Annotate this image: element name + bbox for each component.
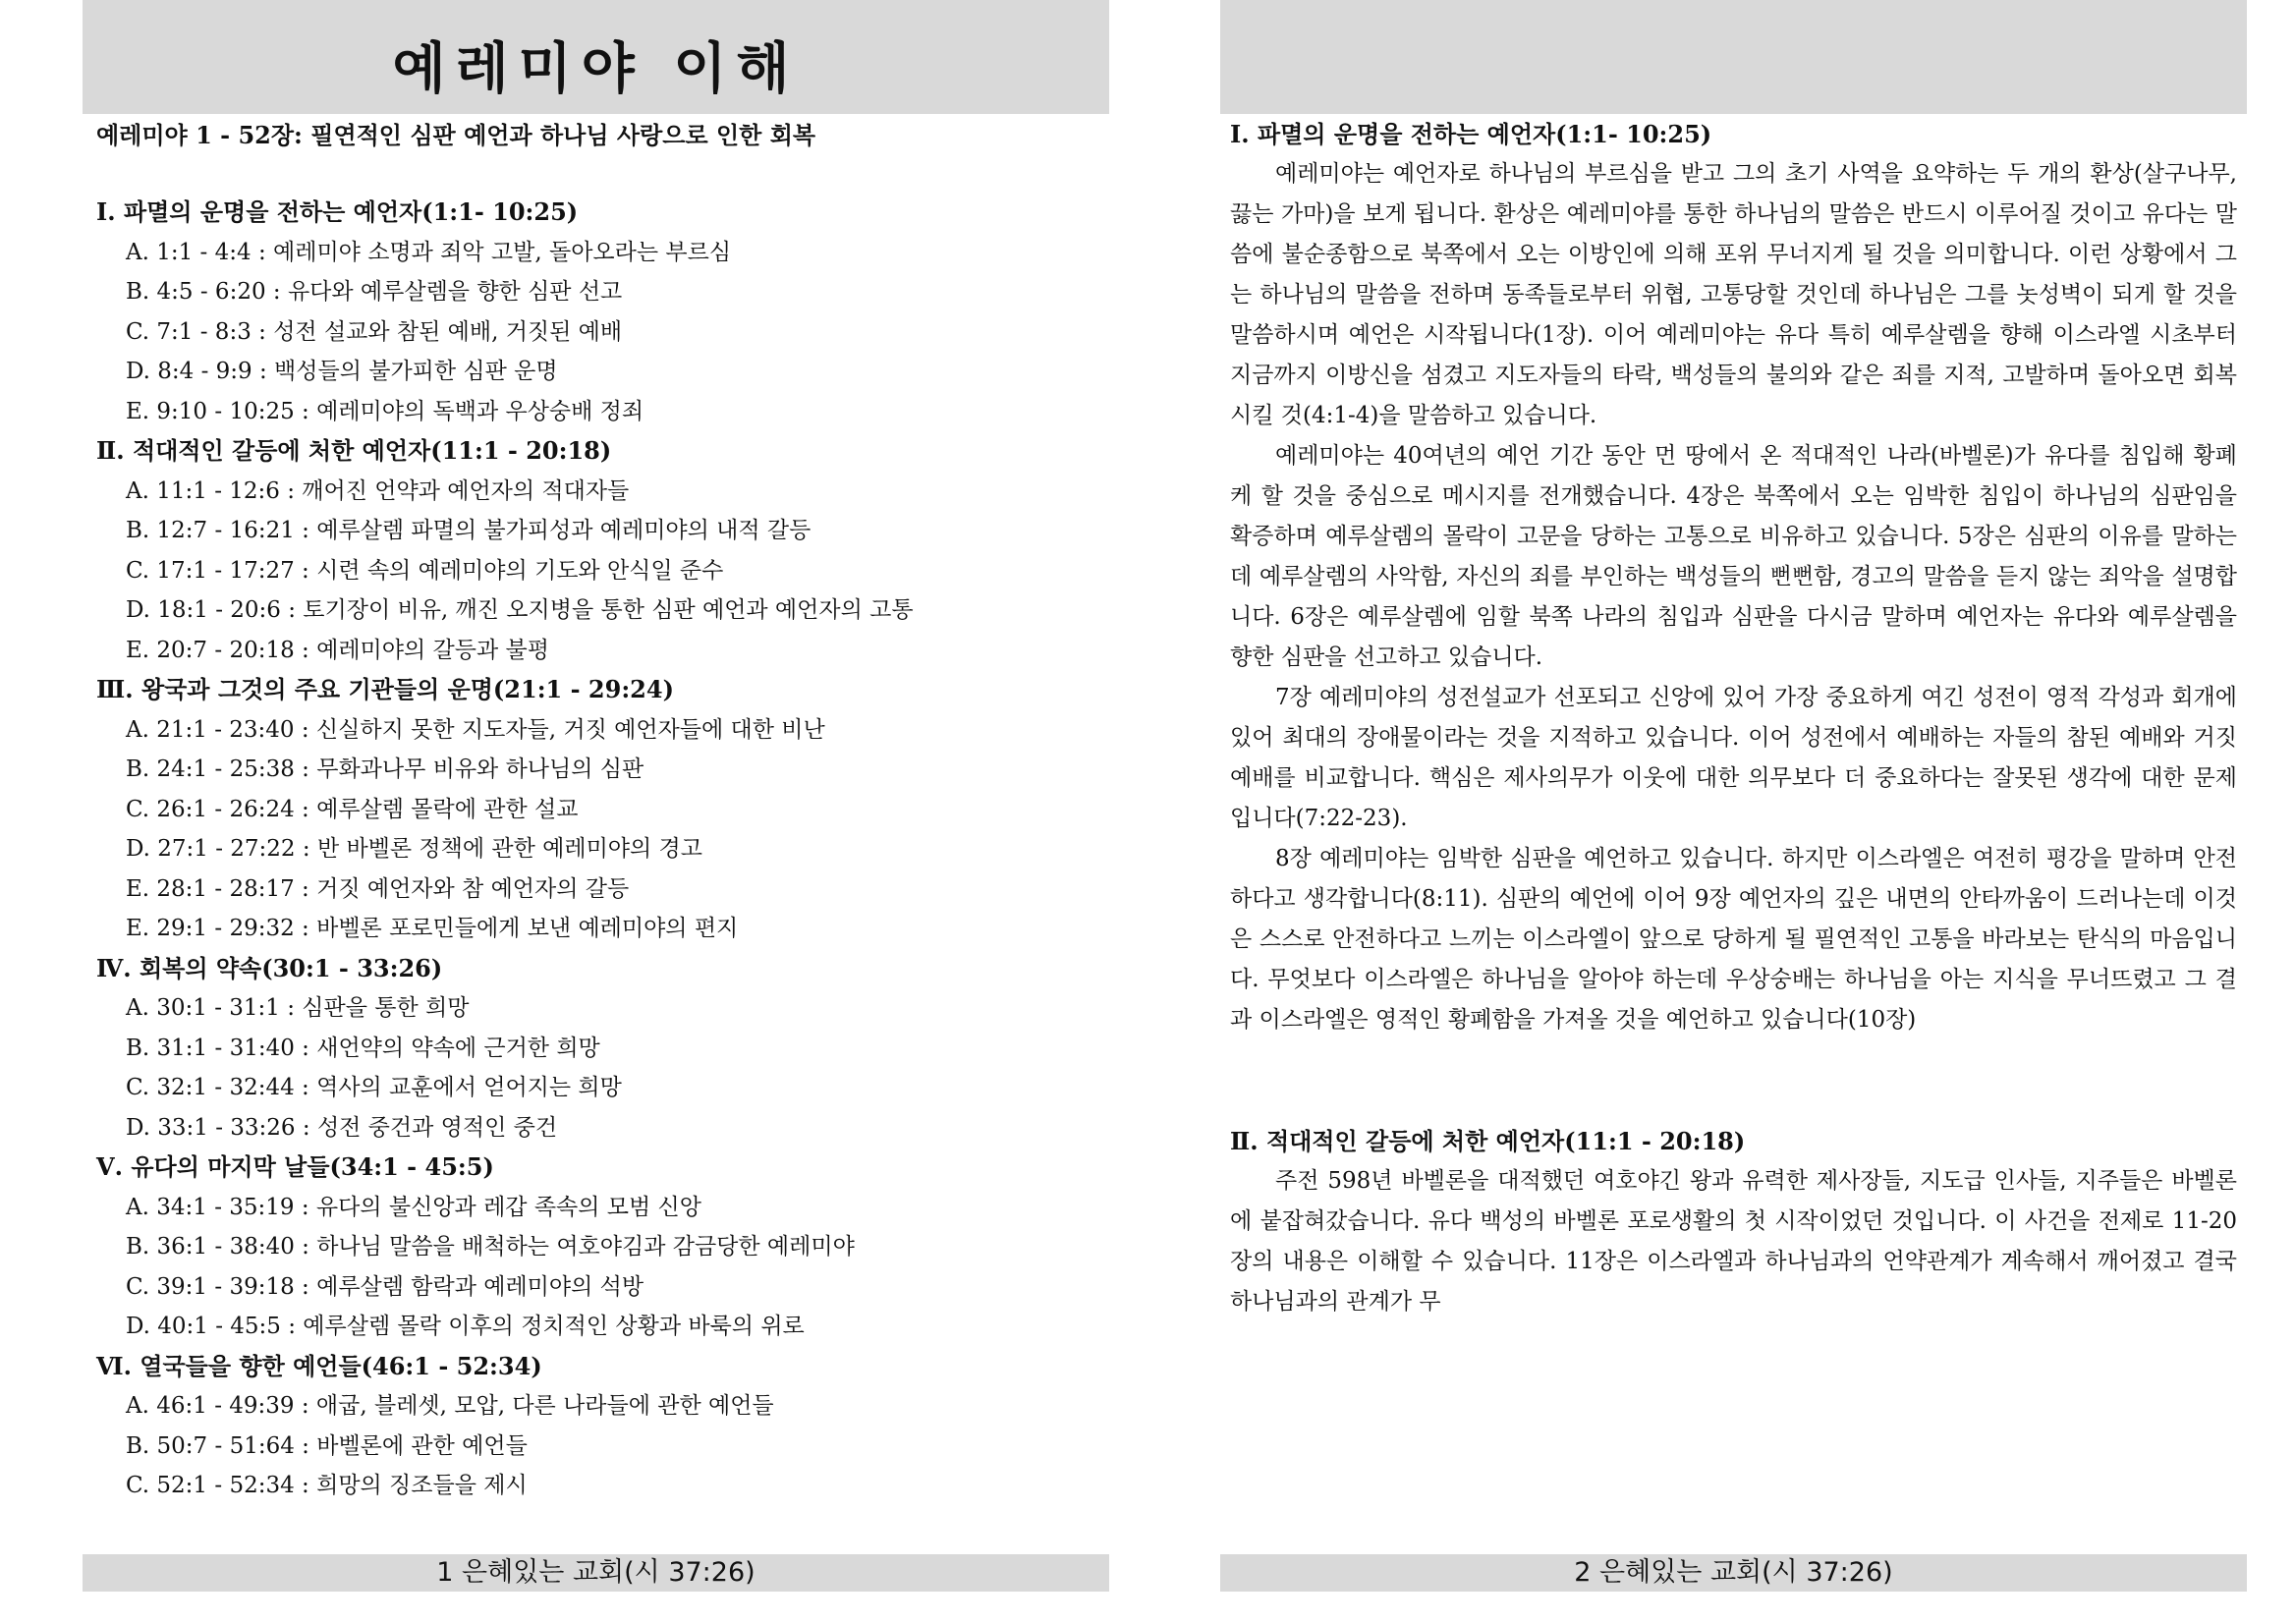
outline-section-heading: Ⅳ. 회복의 약속(30:1 - 33:26)	[96, 953, 443, 982]
document-title: 예레미야 이해	[392, 37, 800, 101]
outline-item: A. 46:1 - 49:39 : 애굽, 블레셋, 모압, 다른 나라들에 관한 예언들	[126, 1393, 774, 1419]
page-footer: 2 은혜있는 교회(시 37:26)	[1220, 1554, 2247, 1592]
outline-item: D. 40:1 - 45:5 : 예루살렘 몰락 이후의 정치적인 상황과 바룩의 위로	[126, 1314, 805, 1339]
outline-item: E. 28:1 - 28:17 : 거짓 예언자와 참 예언자의 갈등	[126, 875, 630, 902]
outline-item-list	[96, 1386, 1103, 1506]
outline-item: B. 31:1 - 31:40 : 새언약의 약속에 근거한 희망	[126, 1035, 600, 1061]
outline-item: E. 29:1 - 29:32 : 바벨론 포로민들에게 보낸 예레미야의 편지	[126, 916, 739, 941]
outline-item: E. 9:10 - 10:25 : 예레미야의 독백과 우상숭배 정죄	[126, 398, 644, 424]
outline-item: A. 30:1 - 31:1 : 심판을 통한 희망	[126, 995, 470, 1021]
outline-item: E. 20:7 - 20:18 : 예레미야의 갈등과 불평	[126, 637, 549, 663]
outline-section	[96, 949, 1103, 1148]
outline-item: A. 1:1 - 4:4 : 예레미야 소명과 죄악 고발, 돌아오라는 부르심	[126, 239, 732, 265]
commentary-paragraph: 8장 예레미야는 임박한 심판을 예언하고 있습니다. 하지만 이스라엘은 여전히 평강을 말하며 안전하다고 생각합니다(8:11). 심판의 예언에 이어 9장 예언자의 깊은 내면의 안타까움이 드러나는데 이것은 스스로 안전하다고 느끼는 이스라엘이 앞으로 당하게 될 필연적인 고통을 바라보는 탄식의 마음입니다. 무엇보다 이스라엘은 하나님을 알아야 하는데 우상숭배는 하나님을 아는 지식을 무너뜨렸고 그 결과 이스라엘은 영적인 황폐함을 가져올 것을 예언하고 있습니다(10장)	[1230, 846, 2237, 1033]
outline-item: D. 27:1 - 27:22 : 반 바벨론 정책에 관한 예레미야의 경고	[126, 836, 702, 862]
header-band	[1220, 0, 2247, 114]
outline-item: B. 50:7 - 51:64 : 바벨론에 관한 예언들	[126, 1432, 528, 1459]
outline-item-list	[96, 233, 1103, 432]
outline-section	[96, 670, 1103, 949]
commentary-body	[1230, 114, 2237, 1322]
outline-item-list	[96, 988, 1103, 1148]
outline-item: A. 34:1 - 35:19 : 유다의 불신앙과 레갑 족속의 모범 신앙	[126, 1194, 701, 1220]
commentary-paragraph: 예레미야는 40여년의 예언 기간 동안 먼 땅에서 온 적대적인 나라(바벨론)가 유다를 침입해 황폐케 할 것을 중심으로 메시지를 전개했습니다. 4장은 북쪽에서 오는 임박한 침입이 하나님의 심판임을 확증하며 예루살렘의 몰락이 고문을 당하는 고통으로 비유하고 있습니다. 5장은 심판의 이유를 말하는데 예루살렘의 사악함, 자신의 죄를 부인하는 백성들의 뻔뻔함, 경고의 말씀을 듣지 않는 죄악을 설명합니다. 6장은 예루살렘에 임할 북쪽 나라의 침입과 심판을 다시금 말하며 예언자는 유다와 예루살렘을 향한 심판을 선고하고 있습니다.	[1230, 443, 2237, 670]
commentary-section-heading: Ⅱ. 적대적인 갈등에 처한 예언자(11:1 - 20:18)	[1230, 1127, 1746, 1155]
outline-item: A. 11:1 - 12:6 : 깨어진 언약과 예언자의 적대자들	[126, 477, 630, 504]
outline-subtitle: 예레미야 1 - 52장: 필연적인 심판 예언과 하나님 사랑으로 인한 회복	[96, 121, 816, 149]
outline-item: C. 32:1 - 32:44 : 역사의 교훈에서 얻어지는 희망	[126, 1075, 622, 1100]
outline-item: B. 12:7 - 16:21 : 예루살렘 파멸의 불가피성과 예레미야의 내적 갈등	[126, 518, 812, 543]
outline-item-list	[96, 472, 1103, 671]
outline-section	[96, 1148, 1103, 1347]
outline-section	[96, 193, 1103, 431]
commentary-paragraph: 예레미야는 예언자로 하나님의 부르심을 받고 그의 초기 사역을 요약하는 두 개의 환상(살구나무, 끓는 가마)을 보게 됩니다. 환상은 예레미야를 통한 하나님의 말씀은 반드시 이루어질 것이고 유다는 말씀에 불순종함으로 북쪽에서 오는 이방인에 의해 포위 무너지게 될 것을 의미합니다. 이런 상황에서 그는 하나님의 말씀을 전하며 동족들로부터 위협, 고통당할 것인데 하나님은 그를 놋성벽이 되게 할 것을 말씀하시며 예언은 시작됩니다(1장). 이어 예레미야는 유다 특히 예루살렘을 향해 이스라엘 시초부터 지금까지 이방신을 섬겼고 지도자들의 타락, 백성들의 불의와 같은 죄를 지적, 고발하며 돌아오면 회복시킬 것(4:1-4)을 말씀하고 있습니다.	[1230, 161, 2237, 428]
outline-item: C. 26:1 - 26:24 : 예루살렘 몰락에 관한 설교	[126, 796, 579, 822]
outline-section-heading: Ⅲ. 왕국과 그것의 주요 기관들의 운명(21:1 - 29:24)	[96, 675, 674, 703]
outline-item: D. 18:1 - 20:6 : 토기장이 비유, 깨진 오지병을 통한 심판 예언과 예언자의 고통	[126, 597, 914, 623]
outline-item: C. 39:1 - 39:18 : 예루살렘 함락과 예레미야의 석방	[126, 1273, 644, 1300]
outline-section-heading: Ⅵ. 열국들을 향한 예언들(46:1 - 52:34)	[96, 1351, 542, 1380]
outline-section	[96, 431, 1103, 670]
outline-item: D. 8:4 - 9:9 : 백성들의 불가피한 심판 운명	[126, 359, 558, 384]
outline-item: B. 4:5 - 6:20 : 유다와 예루살렘을 향한 심판 선고	[126, 279, 623, 305]
outline-section	[96, 1347, 1103, 1506]
page-left	[83, 0, 1109, 1624]
outline-item: C. 52:1 - 52:34 : 희망의 징조들을 제시	[126, 1473, 528, 1498]
commentary-paragraph: 7장 예레미야의 성전설교가 선포되고 신앙에 있어 가장 중요하게 여긴 성전이 영적 각성과 회개에 있어 최대의 장애물이라는 것을 지적하고 있습니다. 이어 성전에서 예배하는 자들의 참된 예배와 거짓예배를 비교합니다. 핵심은 제사의무가 이웃에 대한 의무보다 더 중요하다는 잘못된 생각에 대한 문제입니다(7:22-23).	[1230, 685, 2237, 831]
page-footer: 1 은혜있는 교회(시 37:26)	[83, 1554, 1109, 1592]
outline-item: C. 7:1 - 8:3 : 성전 설교와 참된 예배, 거짓된 예배	[126, 318, 623, 345]
outline-section-heading: Ⅴ. 유다의 마지막 날들(34:1 - 45:5)	[96, 1152, 494, 1181]
outline-section-heading: Ⅱ. 적대적인 갈등에 처한 예언자(11:1 - 20:18)	[96, 436, 612, 465]
outline-item: B. 36:1 - 38:40 : 하나님 말씀을 배척하는 여호야김과 감금당한 예레미야	[126, 1234, 855, 1260]
outline-list	[96, 193, 1103, 1506]
page-right	[1220, 0, 2247, 1624]
outline-item: B. 24:1 - 25:38 : 무화과나무 비유와 하나님의 심판	[126, 756, 644, 782]
outline-item-list	[96, 1188, 1103, 1347]
commentary-section-heading: Ⅰ. 파멸의 운명을 전하는 예언자(1:1- 10:25)	[1230, 120, 1712, 148]
section-spacer	[1230, 1040, 2237, 1121]
outline-item: C. 17:1 - 17:27 : 시련 속의 예레미야의 기도와 안식일 준수	[126, 557, 724, 584]
outline-item-list	[96, 710, 1103, 949]
outline-section-heading: Ⅰ. 파멸의 운명을 전하는 예언자(1:1- 10:25)	[96, 197, 579, 226]
outline-item: A. 21:1 - 23:40 : 신실하지 못한 지도자들, 거짓 예언자들에 대한 비난	[126, 716, 825, 743]
commentary-paragraph: 주전 598년 바벨론을 대적했던 여호야긴 왕과 유력한 제사장들, 지도급 인사들, 지주들은 바벨론에 붙잡혀갔습니다. 유다 백성의 바벨론 포로생활의 첫 시작이었던 것입니다. 이 사건을 전제로 11-20장의 내용은 이해할 수 있습니다. 11장은 이스라엘과 하나님과의 언약관계가 계속해서 깨어졌고 결국 하나님과의 관계가 무	[1230, 1168, 2237, 1315]
outline-item: D. 33:1 - 33:26 : 성전 중건과 영적인 중건	[126, 1114, 558, 1141]
